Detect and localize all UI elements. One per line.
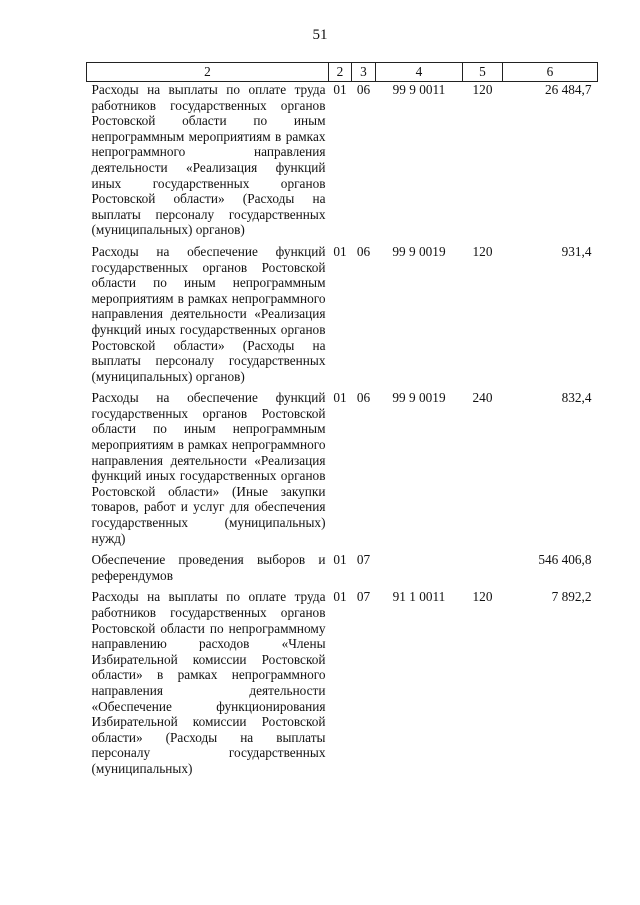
- row-description: Расходы на обеспечение функций государственных органов Ростовской области по иным непрограммным мероприятиям в рамках непрограммного направления деятельности «Реализация функций иных государственных органов Ростовской области» (Иные закупки товаров, работ и услуг для обеспечения государственных (муниципальных) нужд): [91, 390, 326, 546]
- table-row: [87, 552, 598, 583]
- row-section: 01: [333, 82, 347, 97]
- table-row: [87, 82, 598, 238]
- row-expense-type: [463, 552, 503, 583]
- header-section: 2: [329, 63, 352, 82]
- row-amount: 26 484,7: [544, 82, 592, 97]
- row-section: 01: [333, 243, 347, 259]
- budget-table: [86, 62, 598, 777]
- header-target-article: 4: [376, 63, 463, 82]
- row-expense-type: 120: [472, 82, 493, 97]
- row-amount: 7 892,2: [551, 589, 592, 605]
- row-subsection: 06: [356, 390, 371, 406]
- row-description: Расходы на выплаты по оплате труда работников государственных органов Ростовской области по непрограммному направлению расходов «Члены Избирательной комиссии Ростовской области» в рамках непрограммного направления деятельности «Обеспечение функционирования Избирательной комиссии Ростовской области» (Расходы на выплаты персоналу государственных (муниципальных): [91, 589, 326, 776]
- row-expense-type: 120: [472, 243, 493, 259]
- row-description: Обеспечение проведения выборов и референдумов: [91, 552, 326, 583]
- row-expense-type: 120: [472, 589, 493, 605]
- row-subsection: 07: [356, 589, 371, 605]
- row-expense-type: 240: [472, 390, 493, 406]
- row-section: 01: [333, 589, 347, 605]
- row-target-article: 99 9 0019: [392, 243, 446, 259]
- row-description: Расходы на выплаты по оплате труда работников государственных органов Ростовской области по иным непрограммным мероприятиям в рамках непрограммного направления деятельности «Реализация функций иных государственных органов Ростовской области» (Расходы на выплаты персоналу государственных (муниципальных) органов): [91, 82, 326, 238]
- header-subsection: 3: [352, 63, 376, 82]
- row-description: Расходы на обеспечение функций государственных органов Ростовской области по иным непрограммным мероприятиям в рамках непрограммного направления деятельности «Реализация функций иных государственных органов Ростовской области» (Расходы на выплаты персоналу государственных (муниципальных) органов): [91, 243, 326, 384]
- header-expense-type: 5: [463, 63, 503, 82]
- page-number: 51: [312, 27, 328, 43]
- row-target-article: 99 9 0019: [392, 390, 446, 406]
- row-amount: 931,4: [561, 243, 592, 259]
- table-row: [87, 244, 598, 384]
- row-subsection: 06: [356, 82, 371, 97]
- table-row: [87, 390, 598, 546]
- row-subsection: 06: [356, 243, 371, 259]
- row-target-article: 91 1 0011: [392, 589, 446, 605]
- header-description: 2: [87, 63, 329, 82]
- header-amount: 6: [503, 63, 598, 82]
- row-target-article: 99 9 0011: [392, 82, 446, 97]
- row-target-article: [376, 552, 463, 583]
- table-header-row: [87, 63, 598, 82]
- row-amount: 546 406,8: [538, 552, 592, 568]
- row-amount: 832,4: [561, 390, 592, 406]
- table-row: [87, 589, 598, 776]
- row-subsection: 07: [356, 552, 371, 568]
- row-section: 01: [333, 390, 347, 406]
- row-section: 01: [333, 552, 347, 568]
